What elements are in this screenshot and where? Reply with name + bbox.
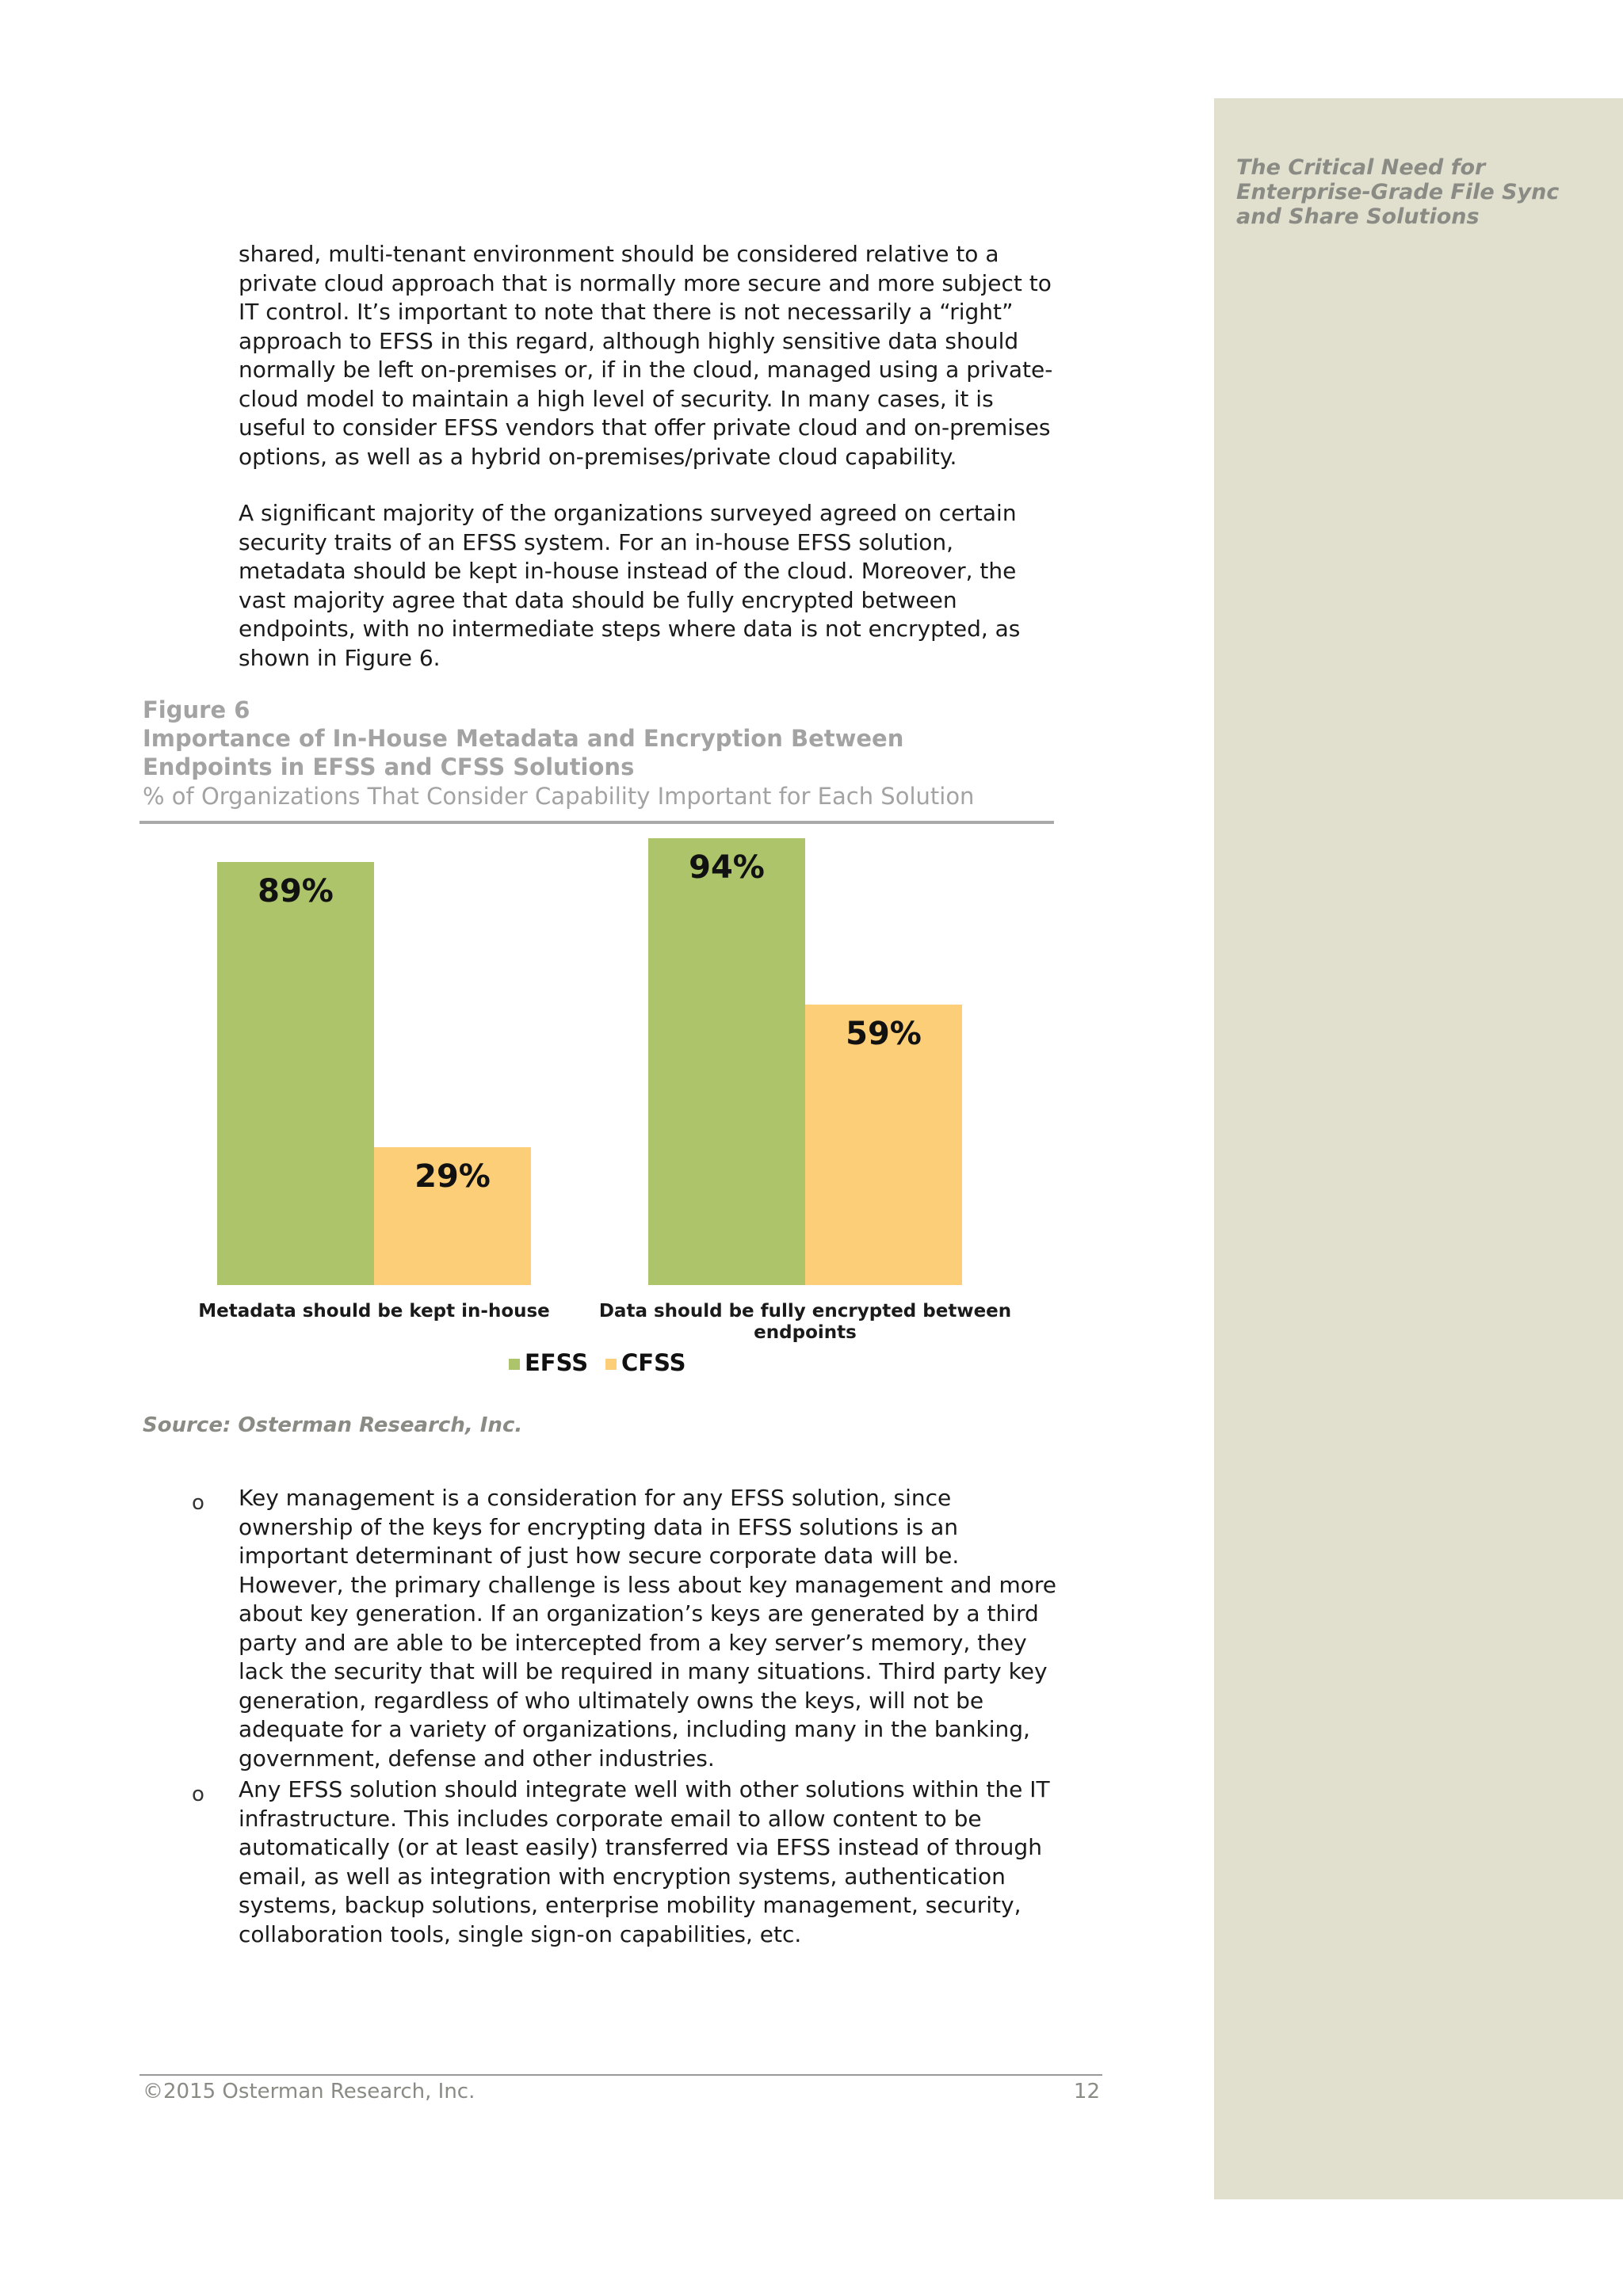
bar-efss-1: [217, 862, 374, 1285]
bar-chart: [139, 824, 1059, 1410]
data-label: 59%: [846, 1016, 922, 1052]
legend-label-efss: EFSS: [525, 1349, 589, 1376]
body-paragraph-2: A significant majority of the organizations surveyed agreed on certain security traits of an EFSS system. For an in-house EFSS solution, metadata should be kept in-house instead of the cloud. Moreover, the vast majority agree that data should be fully encrypted between endpoints, with no intermediate steps where data is not encrypted, as shown in Figure 6.: [239, 500, 1021, 671]
legend-swatch-efss: [509, 1359, 520, 1370]
bullet-marker: o: [192, 1491, 204, 1515]
data-label: 29%: [414, 1158, 491, 1195]
body-paragraph-1: shared, multi-tenant environment should be considered relative to a private cloud approach that is normally more secure and more subject to IT control. It’s important to note that there is not necessarily a “right” approach to EFSS in this regard, although highly sensitive data should normally be left on-premises or, if in the cloud, managed using a private-cloud model to maintain a high level of security. In many cases, it is useful to consider EFSS vendors that offer private cloud and on-premises options, as well as a hybrid on-premises/private cloud capability.: [239, 241, 1053, 470]
category-label: Metadata should be kept in-house: [198, 1301, 550, 1322]
page-number: 12: [1073, 2080, 1100, 2103]
bullet-item-1: Key management is a consideration for any EFSS solution, since ownership of the keys for encrypting data in EFSS solutions is an important determinant of just how secure corporate data will be. However, the primary challenge is less about key management and more about key generation. If an organization’s keys are generated by a third party and are able to be intercepted from a key server’s memory, they lack the security that will be required in many situations. Third party key generation, regardless of who ultimately owns the keys, will not be adequate for a variety of organizations, including many in the banking, government, defense and other industries.: [239, 1485, 1057, 1772]
bullet-marker: o: [192, 1783, 204, 1806]
figure-subtitle: % of Organizations That Consider Capability Important for Each Solution: [143, 783, 975, 810]
data-label: 94%: [689, 849, 765, 886]
legend-swatch-cfss: [605, 1359, 617, 1370]
data-label: 89%: [258, 873, 334, 910]
footer-copyright: ©2015 Osterman Research, Inc.: [143, 2080, 475, 2103]
bar-efss-2: [648, 838, 805, 1285]
legend-label-cfss: CFSS: [621, 1349, 686, 1376]
figure-label: Figure 6: [143, 696, 250, 723]
figure-title: Importance of In-House Metadata and Encryption Between Endpoints in EFSS and CFSS Solutions: [143, 725, 904, 780]
figure-source: Source: Osterman Research, Inc.: [143, 1413, 523, 1437]
footer-divider: [139, 2074, 1102, 2076]
sidebar-panel: [1214, 98, 1623, 2199]
sidebar-title: The Critical Need for Enterprise-Grade File Sync and Share Solutions: [1236, 155, 1560, 229]
category-label: Data should be fully encrypted between endpoints: [598, 1301, 1012, 1343]
bullet-item-2: Any EFSS solution should integrate well with other solutions within the IT infrastructure. This includes corporate email to allow content to be automatically (or at least easily) transferred via EFSS instead of through email, as well as integration with encryption systems, authentication systems, backup solutions, enterprise mobility management, security, collaboration tools, single sign-on capabilities, etc.: [239, 1776, 1050, 1947]
